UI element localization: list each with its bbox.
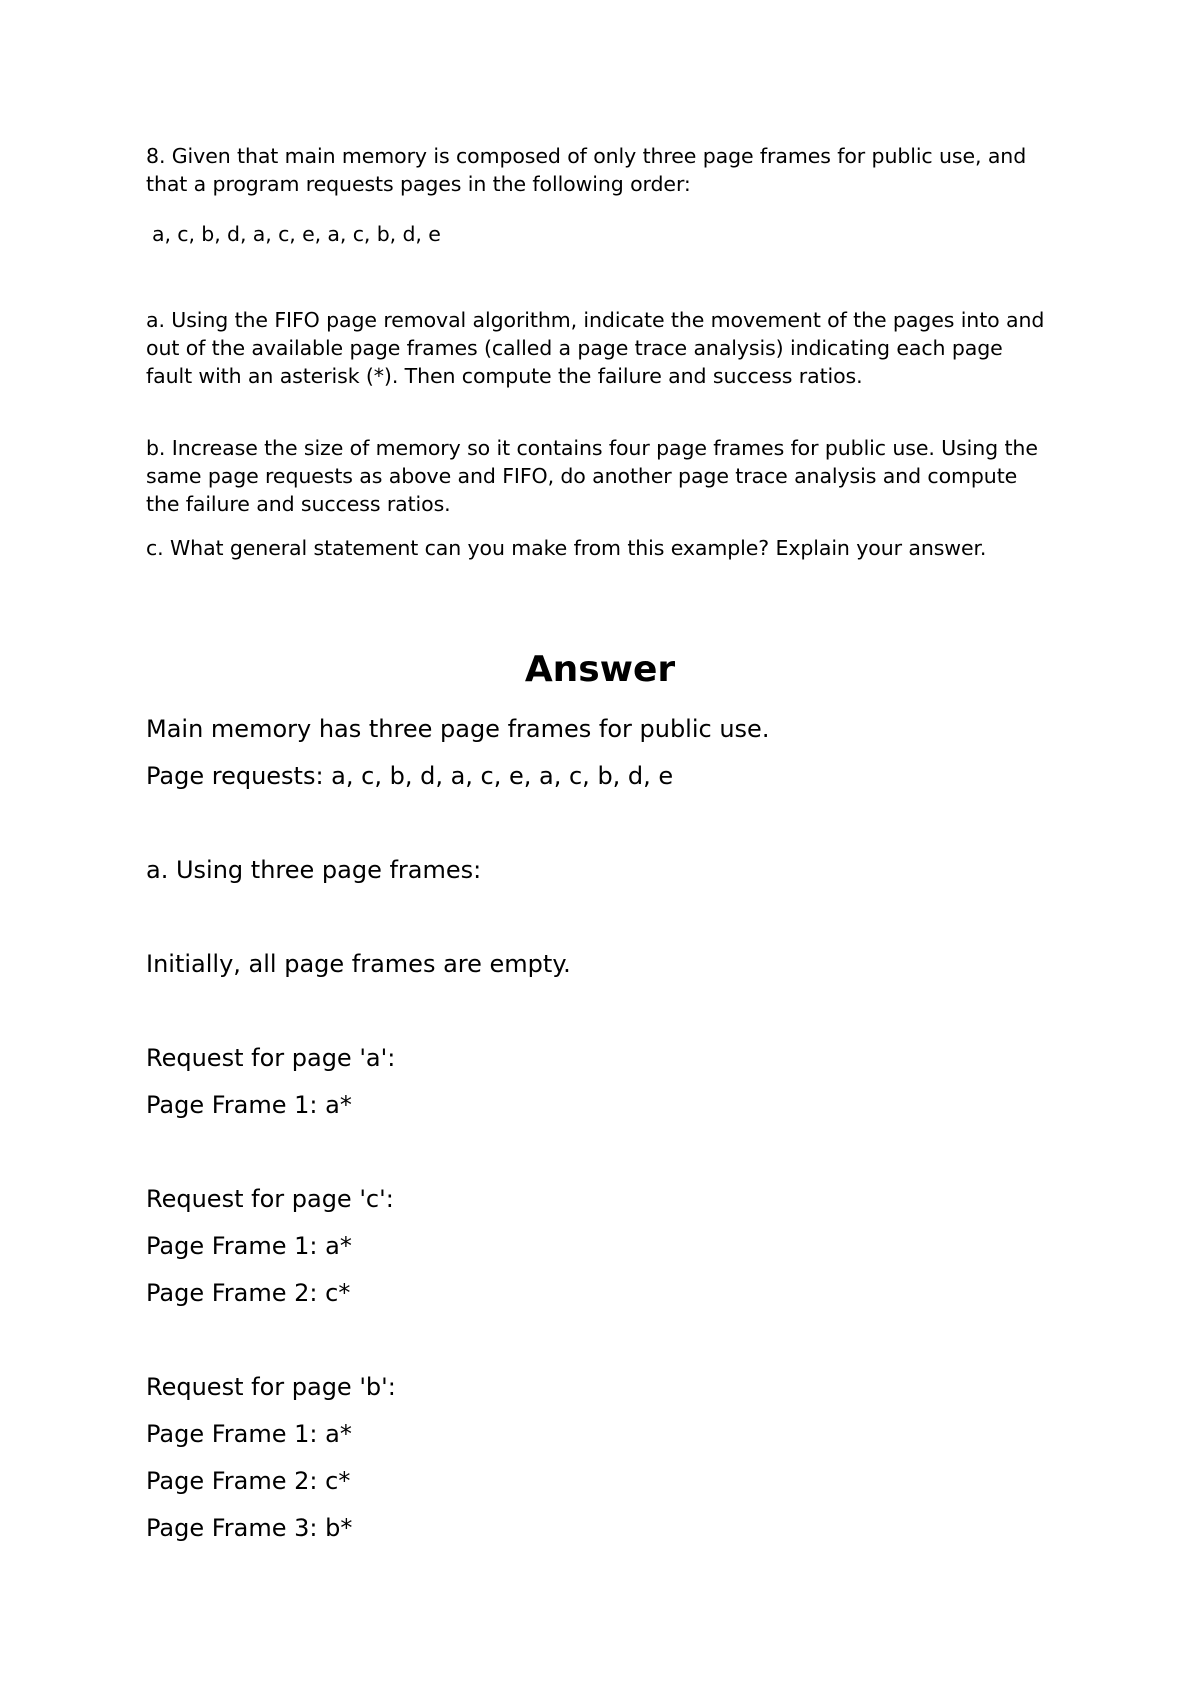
- answer-line-frame: Page Frame 2: c*: [146, 1279, 351, 1307]
- question-part-b: b. Increase the size of memory so it contains four page frames for public use. Using the same page requests as above and FIFO, do another page trace analysis and compute the failure and success ratios.: [146, 436, 1038, 516]
- answer-line-frame: Page Frame 2: c*: [146, 1467, 351, 1495]
- answer-line-request-b: Request for page 'b':: [146, 1373, 396, 1401]
- answer-heading: Answer: [524, 649, 676, 690]
- question-intro: 8. Given that main memory is composed of only three page frames for public use, and that a program requests pages in the following order:: [146, 144, 1027, 196]
- page-request-sequence: a, c, b, d, a, c, e, a, c, b, d, e: [152, 222, 441, 246]
- answer-line-memory: Main memory has three page frames for public use.: [146, 715, 770, 743]
- answer-line-initial: Initially, all page frames are empty.: [146, 950, 571, 978]
- answer-line-frame: Page Frame 1: a*: [146, 1091, 352, 1119]
- question-block: [146, 142, 1046, 560]
- answer-line-requests: Page requests: a, c, b, d, a, c, e, a, c, b, d, e: [146, 762, 674, 790]
- answer-line-request-c: Request for page 'c':: [146, 1185, 394, 1213]
- answer-line-part-a: a. Using three page frames:: [146, 856, 482, 884]
- answer-line-frame: Page Frame 3: b*: [146, 1514, 353, 1542]
- answer-line-frame: Page Frame 1: a*: [146, 1420, 352, 1448]
- question-part-c: c. What general statement can you make from this example? Explain your answer.: [146, 536, 987, 560]
- question-part-a: a. Using the FIFO page removal algorithm, indicate the movement of the pages into and out of the available page frames (called a page trace analysis) indicating each page fault with an asterisk (*). Then compute the failure and success ratios.: [146, 308, 1045, 388]
- answer-line-request-a: Request for page 'a':: [146, 1044, 396, 1072]
- answer-line-frame: Page Frame 1: a*: [146, 1232, 352, 1260]
